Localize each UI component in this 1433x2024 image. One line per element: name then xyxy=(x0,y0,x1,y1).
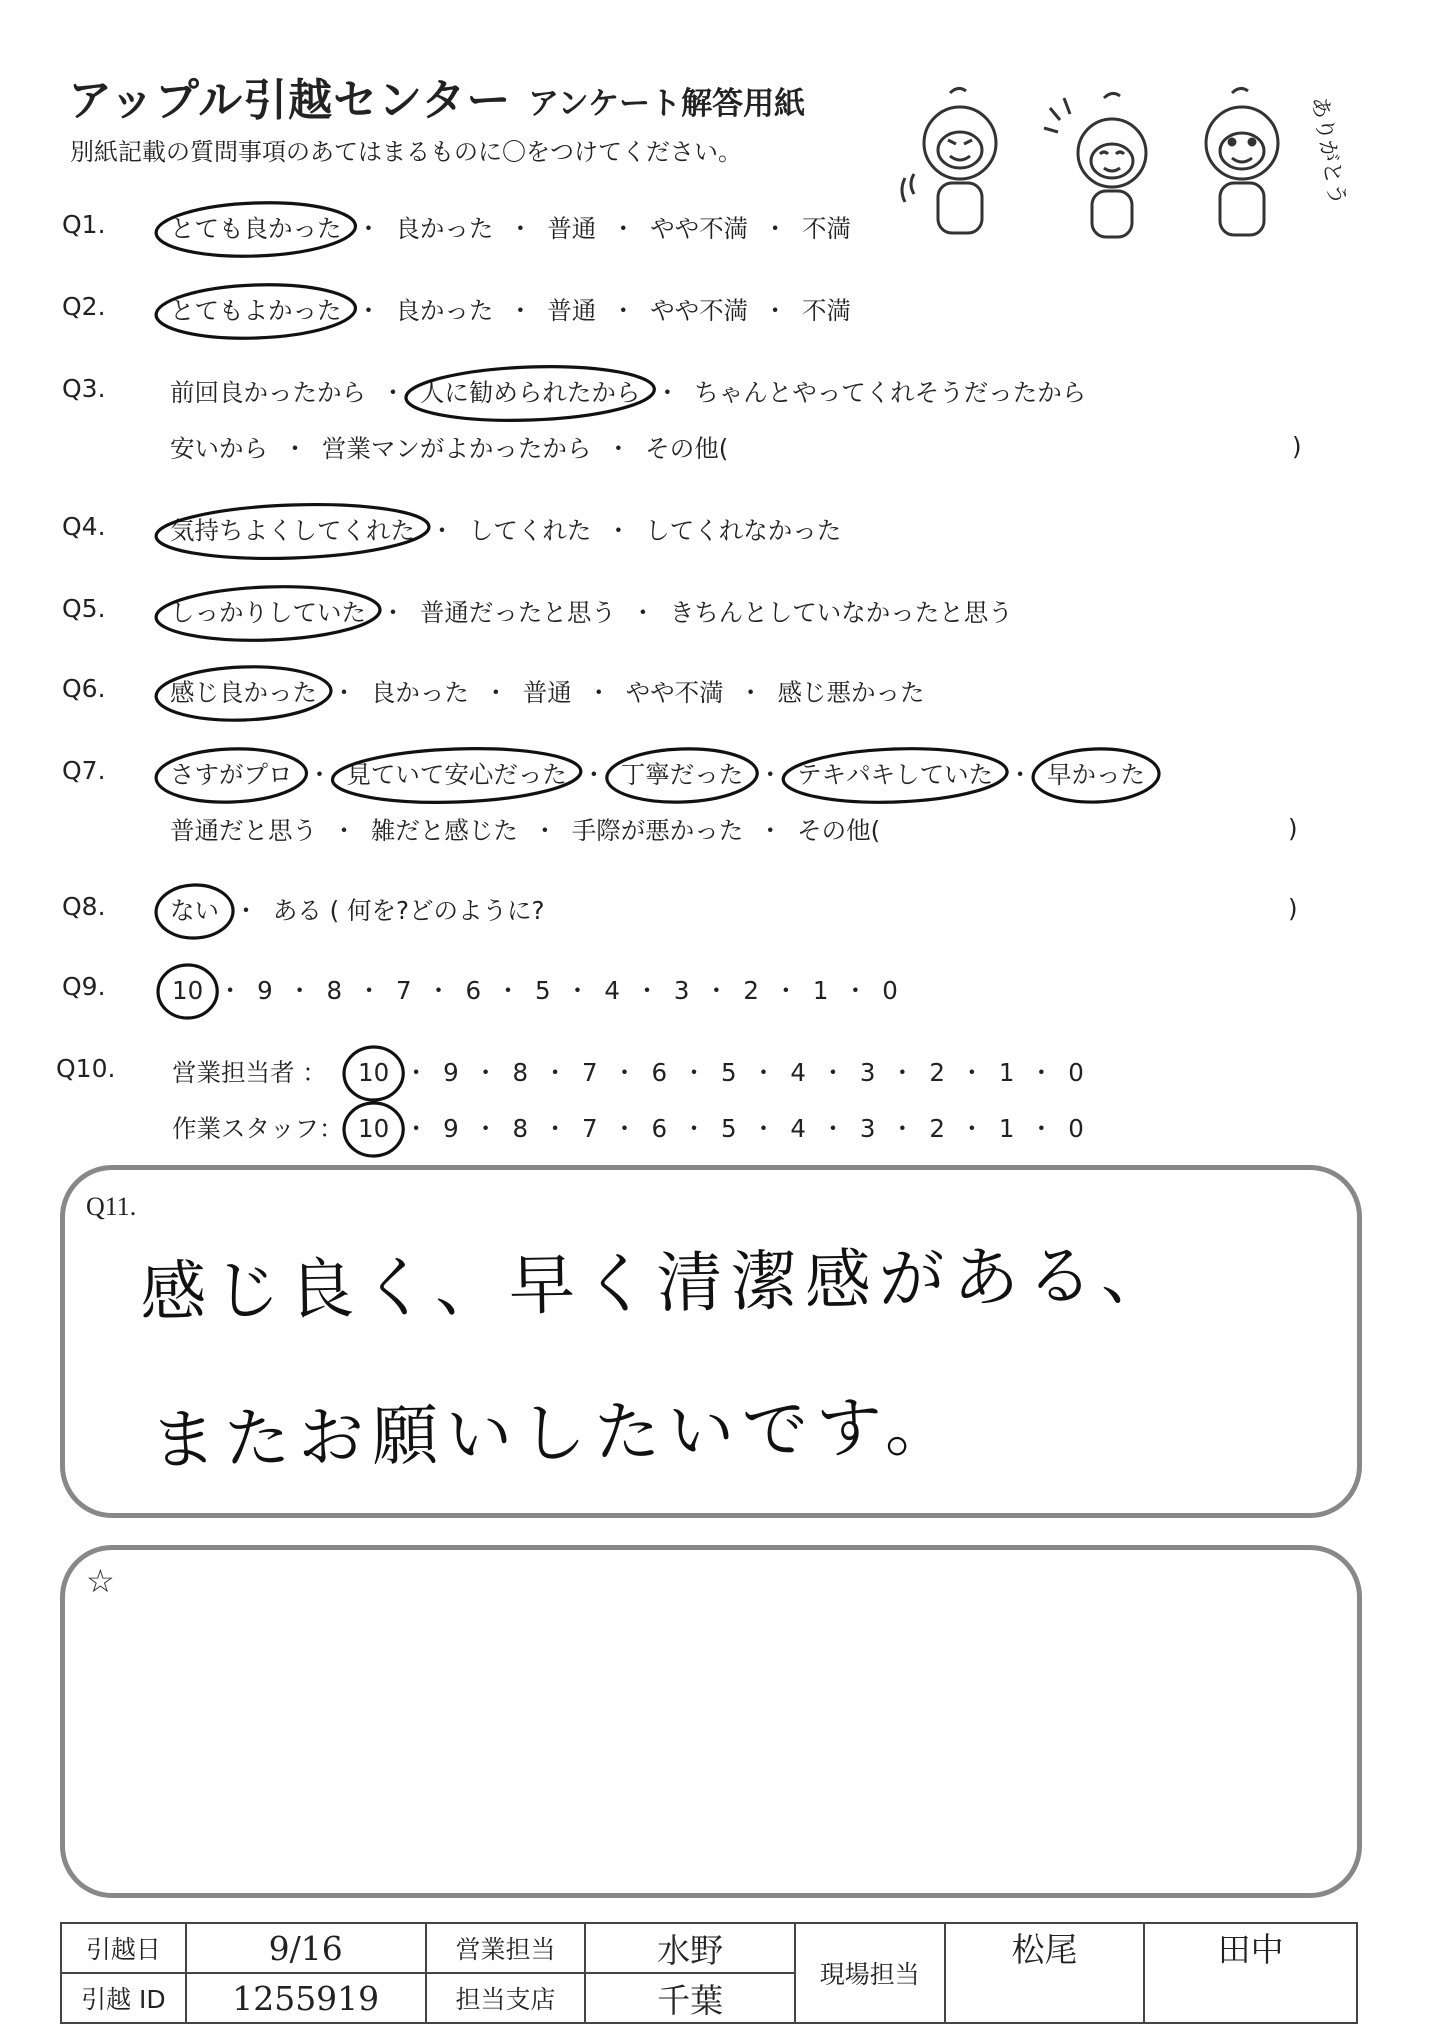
q1-label: Q1. xyxy=(62,210,106,239)
q10-staff-score-7[interactable]: 7 xyxy=(582,1114,598,1143)
q10-sales-score-1[interactable]: 1 xyxy=(998,1058,1015,1087)
q5-option-3[interactable]: きちんとしていなかったと思う xyxy=(669,598,1013,627)
q7-option-3[interactable]: 丁寧だった xyxy=(620,760,744,789)
q8-label: Q8. xyxy=(62,892,106,921)
q3-options-row1: 前回良かったから ・ 人に勧められたから ・ ちゃんとやってくれそうだったから xyxy=(170,378,1087,407)
q7-close-paren: ) xyxy=(1288,814,1298,843)
selection-circle xyxy=(155,884,234,940)
q10-staff-score-8[interactable]: 8 xyxy=(512,1114,529,1143)
q11-label: Q11. xyxy=(86,1192,137,1221)
q10-sales-score-5[interactable]: 5 xyxy=(720,1058,737,1087)
q2-option-3[interactable]: 普通 xyxy=(547,296,597,325)
q10-staff-score-2[interactable]: 2 xyxy=(929,1114,945,1143)
q10-staff-score-1[interactable]: 1 xyxy=(998,1114,1015,1143)
branch-label: 担当支店 xyxy=(426,1973,586,2023)
selection-circle xyxy=(157,964,218,1019)
q10-sales-score-9[interactable]: 9 xyxy=(443,1058,459,1087)
q8-options: ない ・ ある ( 何を?どのように? xyxy=(170,896,545,925)
selection-circle xyxy=(343,1102,404,1157)
q9-score-9[interactable]: 9 xyxy=(257,976,273,1005)
q7-options-row1: さすがプロ ・ 見ていて安心だった ・ 丁寧だった ・ テキパキしていた ・ 早かった xyxy=(170,760,1145,789)
q7-option-8[interactable]: 手際が悪かった xyxy=(571,816,744,845)
form-title: アップル引越センター xyxy=(68,75,512,126)
q6-option-5[interactable]: 感じ悪かった xyxy=(777,678,925,707)
q9-label: Q9. xyxy=(62,972,106,1001)
q1-option-5[interactable]: 不満 xyxy=(802,214,851,243)
selection-circle xyxy=(606,746,758,804)
q1-options: とても良かった ・ 良かった ・ 普通 ・ やや不満 ・ 不満 xyxy=(170,214,851,243)
q9-score-8[interactable]: 8 xyxy=(326,976,343,1005)
q8-option-2[interactable]: ある ( 何を?どのように? xyxy=(272,896,545,925)
q5-option-1[interactable]: しっかりしていた xyxy=(170,598,366,627)
q3-options-row2: 安いから ・ 営業マンがよかったから ・ その他( xyxy=(170,434,729,463)
sales-label: 営業担当 xyxy=(426,1923,586,1973)
q10-staff-score-10[interactable]: 10 xyxy=(358,1114,390,1143)
q10-sales-score-10[interactable]: 10 xyxy=(358,1058,390,1087)
q6-option-3[interactable]: 普通 xyxy=(522,678,572,707)
q2-options: とてもよかった ・ 良かった ・ 普通 ・ やや不満 ・ 不満 xyxy=(170,296,851,325)
q3-option-3[interactable]: ちゃんとやってくれそうだったから xyxy=(694,378,1087,407)
q3-option-5[interactable]: 営業マンがよかったから xyxy=(321,434,592,463)
q2-option-4[interactable]: やや不満 xyxy=(650,296,749,325)
q10-staff-score-5[interactable]: 5 xyxy=(720,1114,737,1143)
form-subtitle: アンケート解答用紙 xyxy=(528,86,806,122)
q1-option-1[interactable]: とても良かった xyxy=(170,214,342,243)
site-value-1[interactable]: 松尾 xyxy=(945,1923,1145,2023)
q9-score-6[interactable]: 6 xyxy=(465,976,482,1005)
q9-score-10[interactable]: 10 xyxy=(172,976,204,1005)
q2-option-1[interactable]: とてもよかった xyxy=(170,296,342,325)
q10-staff-score-4[interactable]: 4 xyxy=(790,1114,806,1143)
star-icon: ☆ xyxy=(86,1562,115,1600)
q2-option-5[interactable]: 不満 xyxy=(802,296,851,325)
q10-staff-score-9[interactable]: 9 xyxy=(443,1114,459,1143)
q4-label: Q4. xyxy=(62,512,106,541)
q3-label: Q3. xyxy=(62,374,106,403)
q6-label: Q6. xyxy=(62,674,106,703)
selection-circle xyxy=(155,583,381,644)
selection-circle xyxy=(1032,747,1160,804)
q10-staff-score-0[interactable]: 0 xyxy=(1068,1114,1084,1143)
q8-option-1[interactable]: ない xyxy=(170,896,219,925)
q6-options: 感じ良かった ・ 良かった ・ 普通 ・ やや不満 ・ 感じ悪かった xyxy=(170,678,925,707)
q9-score-4[interactable]: 4 xyxy=(604,976,620,1005)
q2-option-2[interactable]: 良かった xyxy=(395,296,494,325)
selection-circle xyxy=(155,500,430,562)
q7-option-7[interactable]: 雑だと感じた xyxy=(370,816,518,845)
q10-sales-scale: 10 ・ 9 ・ 8 ・ 7 ・ 6 ・ 5 ・ 4 ・ 3 ・ 2 ・ 1 ・ 0 xyxy=(358,1058,1084,1087)
q3-option-4[interactable]: 安いから xyxy=(170,434,268,463)
selection-circle xyxy=(782,745,1008,806)
selection-circle xyxy=(405,363,655,425)
selection-circle xyxy=(332,745,582,807)
move-date-value[interactable]: 9/16 xyxy=(186,1923,426,1973)
move-date-label: 引越日 xyxy=(61,1923,186,1973)
site-label: 現場担当 xyxy=(795,1923,945,2023)
site-value-2[interactable]: 田中 xyxy=(1144,1923,1357,2023)
q4-option-1[interactable]: 気持ちよくしてくれた xyxy=(170,516,415,545)
q9-score-3[interactable]: 3 xyxy=(673,976,690,1005)
q7-option-4[interactable]: テキパキしていた xyxy=(797,760,994,789)
selection-circle xyxy=(155,746,307,804)
q9-scale: 10 ・ 9 ・ 8 ・ 7 ・ 6 ・ 5 ・ 4 ・ 3 ・ 2 ・ 1 ・ 0 xyxy=(172,976,898,1005)
q10-sales-score-0[interactable]: 0 xyxy=(1068,1058,1084,1087)
q4-option-2[interactable]: してくれた xyxy=(468,516,592,545)
q10-sales-score-3[interactable]: 3 xyxy=(859,1058,876,1087)
q10-sales-score-4[interactable]: 4 xyxy=(790,1058,806,1087)
q9-score-5[interactable]: 5 xyxy=(534,976,551,1005)
q11-answer-line-1: 感じ良く、早く清潔感がある、 xyxy=(139,1235,1176,1332)
q5-option-2[interactable]: 普通だったと思う xyxy=(419,598,616,627)
q7-option-5[interactable]: 早かった xyxy=(1047,760,1145,789)
q10-staff-score-3[interactable]: 3 xyxy=(859,1114,876,1143)
q4-option-3[interactable]: してくれなかった xyxy=(645,516,842,545)
q7-option-other[interactable]: その他( xyxy=(797,816,881,845)
branch-value[interactable]: 千葉 xyxy=(585,1973,795,2023)
q10-sales-score-7[interactable]: 7 xyxy=(582,1058,598,1087)
selection-circle xyxy=(343,1046,404,1101)
q2-label: Q2. xyxy=(62,292,106,321)
selection-circle xyxy=(155,282,356,342)
move-id-label: 引越 ID xyxy=(61,1973,186,2023)
mascot-caption: ありがとう xyxy=(1306,94,1350,208)
q9-score-2[interactable]: 2 xyxy=(743,976,759,1005)
q9-score-7[interactable]: 7 xyxy=(396,976,412,1005)
q6-option-1[interactable]: 感じ良かった xyxy=(170,678,317,707)
instruction-text: 別紙記載の質問事項のあてはまるものに〇をつけてください。 xyxy=(70,138,742,166)
q3-option-2[interactable]: 人に勧められたから xyxy=(419,378,641,407)
selection-circle xyxy=(155,200,356,260)
q7-option-1[interactable]: さすがプロ xyxy=(170,760,293,789)
q10-sales-score-6[interactable]: 6 xyxy=(651,1058,668,1087)
q3-option-1[interactable]: 前回良かったから xyxy=(170,378,366,407)
q10-sales-score-8[interactable]: 8 xyxy=(512,1058,529,1087)
q9-score-1[interactable]: 1 xyxy=(812,976,829,1005)
q10-staff-score-6[interactable]: 6 xyxy=(651,1114,668,1143)
sales-value[interactable]: 水野 xyxy=(585,1923,795,1973)
q11-answer-line-2: またお願いしたいです。 xyxy=(149,1387,960,1480)
q4-options: 気持ちよくしてくれた ・ してくれた ・ してくれなかった xyxy=(170,516,842,545)
q5-options: しっかりしていた ・ 普通だったと思う ・ きちんとしていなかったと思う xyxy=(170,598,1013,627)
q6-option-2[interactable]: 良かった xyxy=(370,678,469,707)
q10-staff-scale: 10 ・ 9 ・ 8 ・ 7 ・ 6 ・ 5 ・ 4 ・ 3 ・ 2 ・ 1 ・ 0 xyxy=(358,1114,1084,1143)
q10-sales-score-2[interactable]: 2 xyxy=(929,1058,945,1087)
q7-options-row2: 普通だと思う ・ 雑だと感じた ・ 手際が悪かった ・ その他( xyxy=(170,816,881,845)
q7-label: Q7. xyxy=(62,756,106,785)
q1-option-4[interactable]: やや不満 xyxy=(650,214,749,243)
q3-close-paren: ) xyxy=(1292,432,1302,461)
q1-option-2[interactable]: 良かった xyxy=(395,214,494,243)
q10-sales-label: 営業担当者 ： xyxy=(172,1058,327,1087)
q7-option-6[interactable]: 普通だと思う xyxy=(170,816,317,845)
move-id-value[interactable]: 1255919 xyxy=(186,1973,426,2023)
q8-close-paren: ) xyxy=(1288,894,1298,923)
q3-option-other[interactable]: その他( xyxy=(645,434,729,463)
q10-staff-label: 作業スタッフ： xyxy=(172,1114,344,1143)
q7-option-2[interactable]: 見ていて安心だった xyxy=(346,760,567,789)
q5-label: Q5. xyxy=(62,594,106,623)
q1-option-3[interactable]: 普通 xyxy=(547,214,597,243)
q9-score-0[interactable]: 0 xyxy=(882,976,898,1005)
selection-circle xyxy=(155,664,332,723)
q6-option-4[interactable]: やや不満 xyxy=(625,678,724,707)
q10-label: Q10. xyxy=(56,1054,116,1083)
